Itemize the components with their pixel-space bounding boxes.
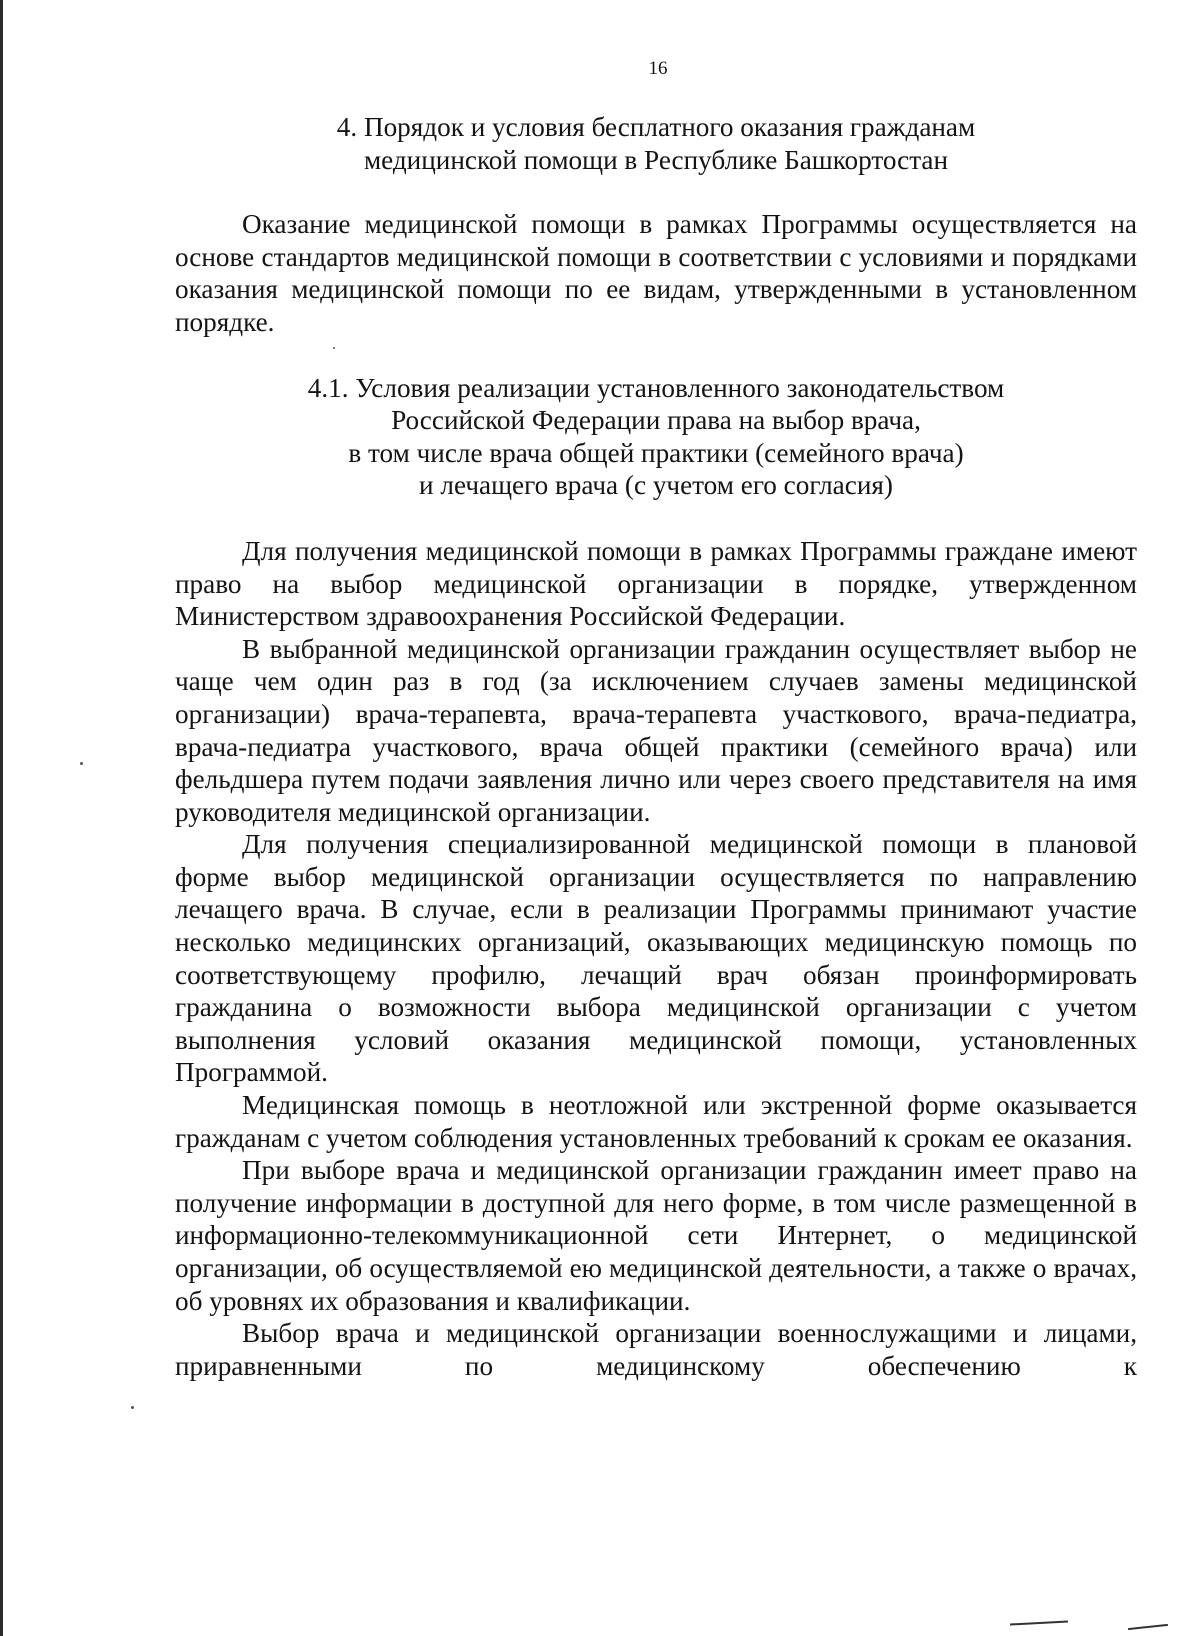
paragraph-right-to-choose-organization: Для получения медицинской помощи в рамках Программы граждане имеют право на выбор медицинской организации в порядке, утвержденном Министерством здравоохранения Российской Федерации. [175,535,1137,632]
section-4-1-title-line-3: в том числе врача общей практики (семейного врача) [348,437,964,468]
section-4-1-title-line-2: Российской Федерации права на выбор врача, [391,405,921,436]
section-4-heading [175,111,1137,176]
document-body [175,111,1137,1382]
section-4-1-heading [175,372,1137,502]
paragraph-right-to-information: При выборе врача и медицинской организации гражданин имеет право на получение информации в доступной для него форме, в том числе размещенной в информационно-телекоммуникационной сети Интернет, о медицинской организации, об осуществляемой ею медицинской деятельности, а также о врачах, об уровнях их образования и квалификации. [175,1155,1137,1316]
scan-speck [333,347,335,349]
paragraph-choice-of-doctor: В выбранной медицинской организации гражданин осуществляет выбор не чаще чем один раз в год (за исключением случаев замены медицинской организации) врача-терапевта, врача-терапевта участкового, врача-педиатра, врача-педиатра участкового, врача общей практики (семейного врача) или фельдшера путем подачи заявления лично или через своего представителя на имя руководителя медицинской организации. [175,633,1137,827]
paragraph-emergency-care: Медицинская помощь в неотложной или экстренной форме оказывается гражданам с учетом соблюдения установленных требований к срокам ее оказания. [175,1090,1137,1153]
scan-edge-shadow [0,0,3,1636]
section-4-title-line-2: медицинской помощи в Республике Башкортостан [363,144,949,175]
scan-speck [131,1406,134,1409]
section-4-paragraph: Оказание медицинской помощи в рамках Программы осуществляется на основе стандартов медицинской помощи в соответствии с условиями и порядками оказания медицинской помощи по ее видам, утвержденными в установленном порядке. [175,209,1137,337]
section-4-1-title-line-1: 4.1. Условия реализации установленного законодательством [307,372,1005,403]
page-number: 16 [648,58,668,79]
section-4-title-line-1: 4. Порядок и условия бесплатного оказания гражданам [336,112,976,142]
scan-mark [1128,1624,1168,1630]
paragraph-specialized-care: Для получения специализированной медицинской помощи в плановой форме выбор медицинской организации осуществляется по направлению лечащего врача. В случае, если в реализации Программы принимают участие несколько медицинских организаций, оказывающих медицинскую помощь по соответствующему профилю, лечащий врач обязан проинформировать гражданина о возможности выбора медицинской организации с учетом выполнения условий оказания медицинской помощи, установленных Программой. [175,829,1137,1088]
section-4-1-title-line-4: и лечащего врача (с учетом его согласия) [419,470,893,501]
scan-mark [1010,1620,1068,1625]
scan-speck [80,762,83,765]
paragraph-military-personnel: Выбор врача и медицинской организации военнослужащими и лицами, приравненными по медицинскому обеспечению к [175,1318,1137,1381]
